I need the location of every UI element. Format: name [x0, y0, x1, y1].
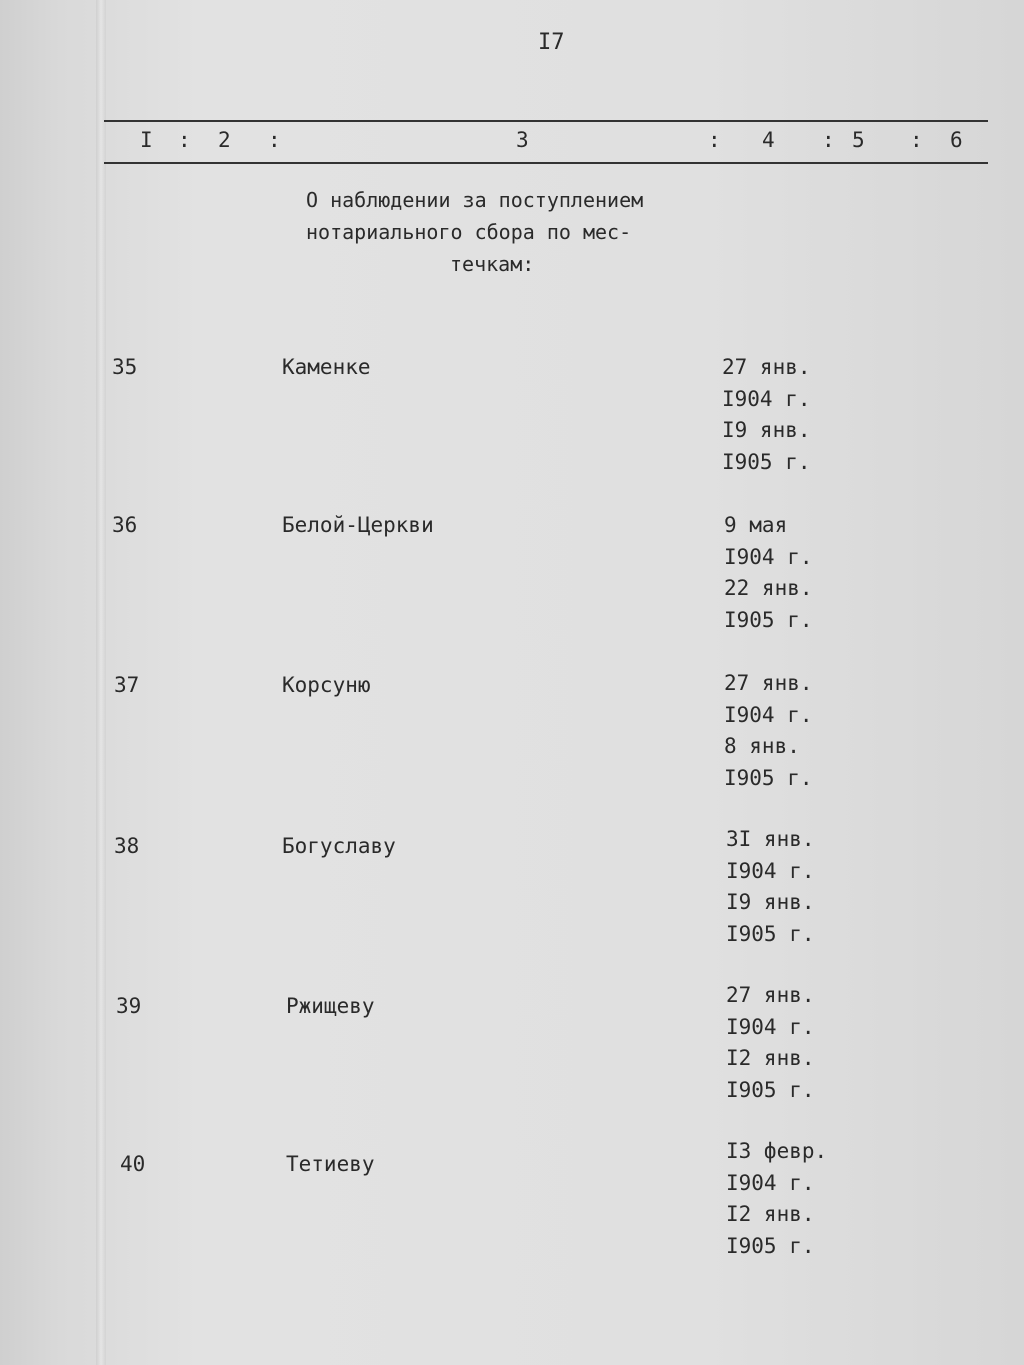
entry-date-line: 22 янв.: [724, 576, 813, 600]
entry-number: 36: [112, 513, 138, 537]
entry-date-line: 27 янв.: [724, 671, 813, 695]
column-header-6: 6: [950, 128, 963, 152]
page-fold-shadow: [96, 0, 106, 1365]
entry-place: Богуславу: [282, 834, 396, 858]
entry-date-line: I905 г.: [726, 921, 815, 946]
entry-dates: [722, 352, 811, 478]
entry-date-line: I904 г.: [726, 1014, 815, 1039]
entry-number: 37: [114, 673, 140, 697]
entry-dates: [726, 824, 815, 950]
section-heading-line-1: О наблюдении за поступлением: [306, 188, 644, 212]
entry-dates: [724, 510, 813, 636]
entry-date-line: I905 г.: [724, 607, 813, 632]
table-header-bottom-rule: [104, 162, 988, 164]
entry-number: 40: [120, 1152, 146, 1176]
entry-number: 38: [114, 834, 140, 858]
column-separator: :: [708, 128, 721, 152]
entry-dates: [726, 980, 815, 1106]
column-separator: :: [910, 128, 923, 152]
entry-date-line: I3 февр.: [726, 1139, 828, 1163]
page-number: I7: [538, 30, 565, 55]
entry-date-line: I905 г.: [724, 765, 813, 790]
entry-place: Каменке: [282, 355, 371, 379]
table-header-top-rule: [104, 120, 988, 122]
entry-date-line: I904 г.: [726, 858, 815, 883]
entry-date-line: 9 мая: [724, 513, 788, 537]
entry-date-line: I904 г.: [722, 386, 811, 411]
entry-date-line: I905 г.: [726, 1233, 815, 1258]
entry-number: 35: [112, 355, 138, 379]
column-separator: :: [822, 128, 835, 152]
entry-date-line: I904 г.: [726, 1170, 815, 1195]
entry-date-line: 27 янв.: [726, 983, 815, 1007]
column-separator: :: [268, 128, 281, 152]
entry-place: Тетиеву: [286, 1152, 375, 1176]
entry-date-line: 27 янв.: [722, 355, 811, 379]
entry-date-line: I9 янв.: [722, 418, 811, 442]
entry-number: 39: [116, 994, 142, 1018]
entry-date-line: I2 янв.: [726, 1046, 815, 1070]
entry-date-line: 3I янв.: [726, 827, 815, 851]
entry-date-line: I2 янв.: [726, 1202, 815, 1226]
entry-place: Ржищеву: [286, 994, 375, 1018]
entry-place: Белой-Церкви: [282, 513, 434, 537]
column-header-4: 4: [762, 128, 775, 152]
column-header-3: 3: [516, 128, 529, 152]
entry-date-line: 8 янв.: [724, 734, 800, 758]
entry-dates: [726, 1136, 827, 1262]
entry-place: Корсуню: [282, 673, 371, 697]
entry-date-line: I904 г.: [724, 702, 813, 727]
column-header-2: 2: [218, 128, 231, 152]
entry-date-line: I905 г.: [722, 449, 811, 474]
entry-date-line: I9 янв.: [726, 890, 815, 914]
section-heading-line-3: течкам:: [450, 252, 535, 276]
column-separator: :: [178, 128, 191, 152]
column-header-5: 5: [852, 128, 865, 152]
section-heading-line-2: нотариального сбора по мес-: [306, 220, 632, 244]
column-header-1: I: [140, 128, 153, 152]
entry-dates: [724, 668, 813, 794]
entry-date-line: I904 г.: [724, 544, 813, 569]
entry-date-line: I905 г.: [726, 1077, 815, 1102]
